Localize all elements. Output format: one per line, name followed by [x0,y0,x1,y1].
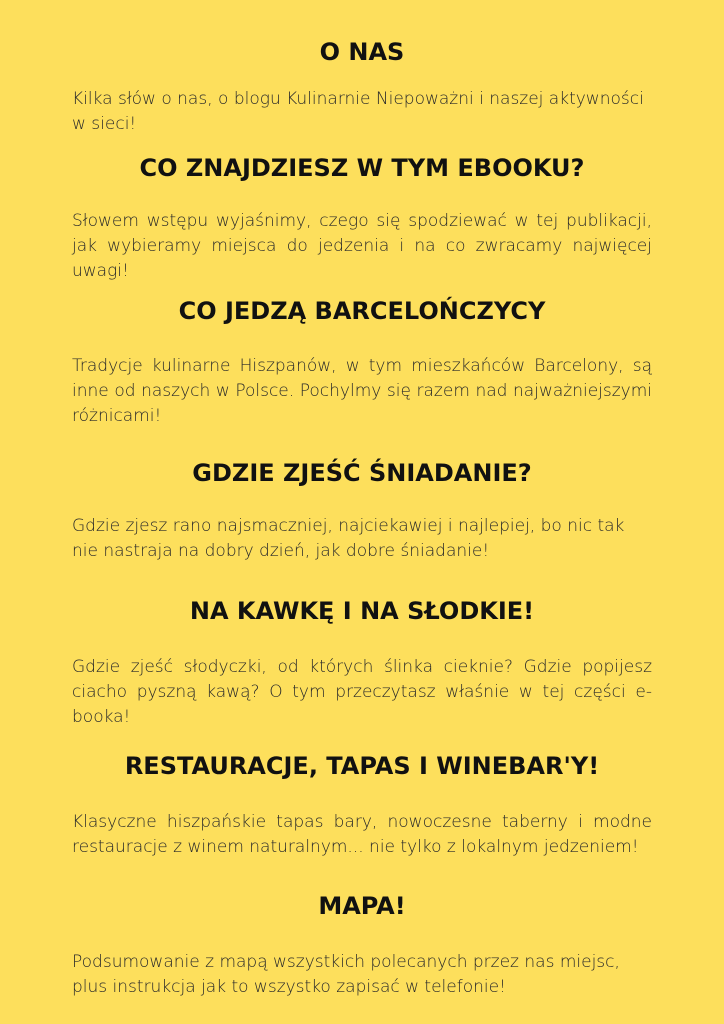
section-text-co-jedza: Tradycje kulinarne Hiszpanów, w tym mieszkańców Barcelony, są inne od naszych w Polsce. Pochylmy się razem nad najważniejszymi różnicami! [72,356,652,426]
section-heading-restauracje: RESTAURACJE, TAPAS I WINEBAR'Y! [124,752,600,780]
section-text-mapa: Podsumowanie z mapą wszystkich polecanych przez nas miejsc, plus instrukcja jak to wszystko zapisać w telefonie! [72,952,620,997]
section-text-o-nas: Kilka słów o nas, o blogu Kulinarnie Niepoważni i naszej aktywności w sieci! [72,89,644,134]
section-heading-o-nas: O NAS [319,38,405,66]
section-heading-co-znajdziesz: CO ZNAJDZIESZ W TYM EBOOKU? [139,154,585,182]
section-heading-mapa: MAPA! [318,892,406,920]
section-text-kawka: Gdzie zjeść słodyczki, od których ślinka cieknie? Gdzie popijesz ciacho pyszną kawą? O tym przeczytasz właśnie w tej części e-booka! [72,657,652,727]
section-heading-kawka: NA KAWKĘ I NA SŁODKIE! [189,597,535,625]
section-text-sniadanie: Gdzie zjesz rano najsmaczniej, najciekawiej i najlepiej, bo nic tak nie nastraja na dobry dzień, jak dobre śniadanie! [72,516,625,561]
section-heading-co-jedza: CO JEDZĄ BARCELOŃCZYCY [178,297,546,325]
section-heading-sniadanie: GDZIE ZJEŚĆ ŚNIADANIE? [192,459,532,487]
section-text-co-znajdziesz: Słowem wstępu wyjaśnimy, czego się spodziewać w tej publikacji, jak wybieramy miejsca do jedzenia i na co zwracamy najwięcej uwagi! [72,211,652,281]
section-text-restauracje: Klasyczne hiszpańskie tapas bary, nowoczesne taberny i modne restauracje z winem naturalnym... nie tylko z lokalnym jedzeniem! [72,812,652,857]
